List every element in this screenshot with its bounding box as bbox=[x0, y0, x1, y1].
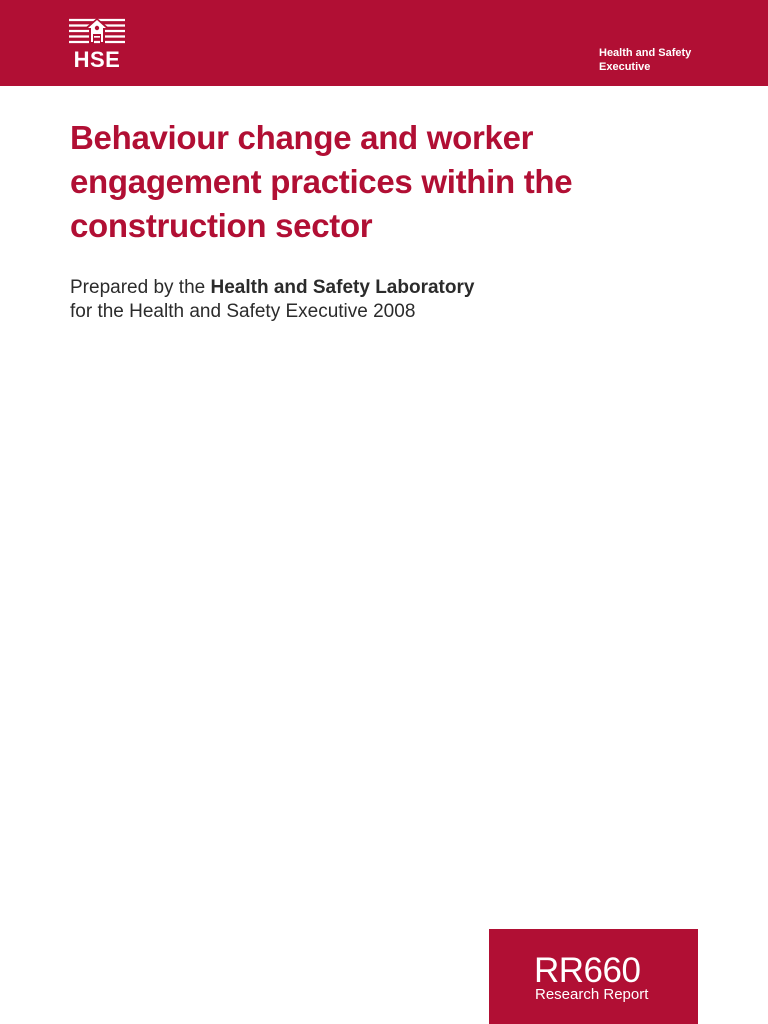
document-title bbox=[70, 116, 630, 248]
report-badge bbox=[489, 929, 698, 1024]
document-title-line1: Behaviour change and worker bbox=[70, 119, 534, 156]
header-bar bbox=[0, 0, 768, 86]
document-title-line3: construction sector bbox=[70, 207, 373, 244]
hse-logo bbox=[69, 17, 125, 71]
organization-name bbox=[599, 46, 719, 74]
laboratory-name: Health and Safety Laboratory bbox=[210, 277, 475, 298]
organization-name-line2: Executive bbox=[599, 61, 651, 73]
report-type: Research Report bbox=[535, 986, 649, 1003]
prepared-by-line1 bbox=[70, 276, 670, 300]
hse-logo-text: HSE bbox=[73, 47, 121, 72]
prepared-by-statement bbox=[70, 276, 670, 324]
document-title-line2: engagement practices within the bbox=[70, 163, 573, 200]
hse-house-logo-icon bbox=[69, 17, 125, 49]
prepared-by-prefix: Prepared by the bbox=[70, 277, 211, 298]
prepared-by-line2: for the Health and Safety Executive 2008 bbox=[70, 301, 416, 322]
organization-name-line1: Health and Safety bbox=[599, 47, 692, 59]
report-number: RR660 bbox=[534, 951, 641, 990]
